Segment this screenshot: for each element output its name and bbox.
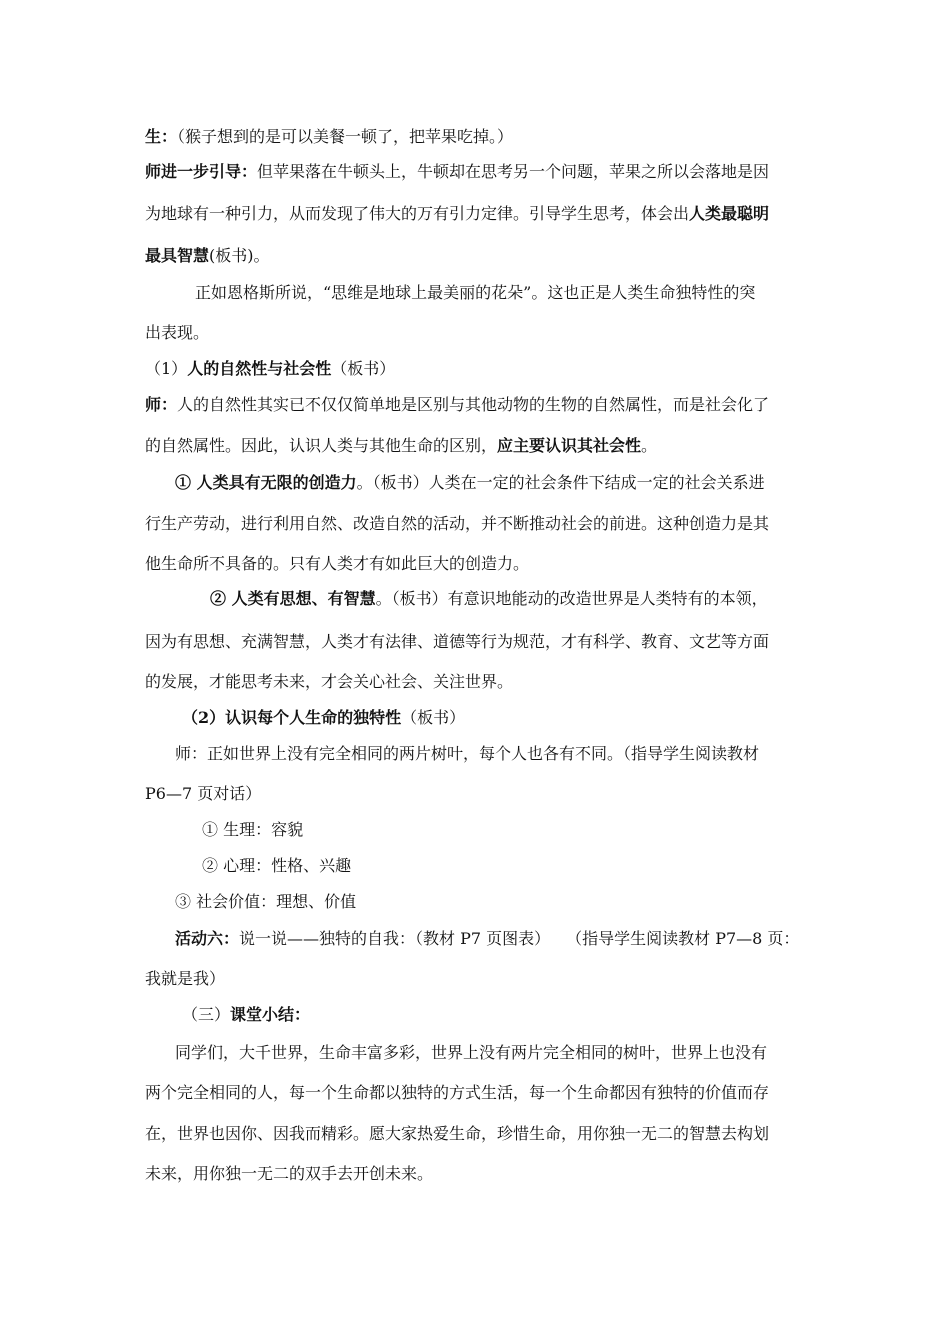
paragraph-activity-six-line2 xyxy=(145,962,815,996)
text: 但苹果落在牛顿头上，牛顿却在思考另一个问题，苹果之所以会落地是因 xyxy=(257,162,770,181)
heading-number: （三） xyxy=(182,1005,231,1024)
paragraph-summary-line3 xyxy=(145,1117,815,1151)
text: 出表现。 xyxy=(145,323,210,342)
emphasis-text: 最具智慧 xyxy=(145,246,210,265)
paragraph-creativity-line1 xyxy=(175,466,815,500)
text: 。 xyxy=(641,436,658,455)
activity-label: 活动六： xyxy=(175,929,240,948)
paragraph-teacher-guidance-line2 xyxy=(145,197,815,231)
text: (板书)。 xyxy=(209,246,270,265)
paragraph-activity-six-line1 xyxy=(175,922,820,956)
text: 正如恩格斯所说，“思维是地球上最美丽的花朵”。这也正是人类生命独特性的突 xyxy=(195,283,756,302)
paragraph-summary-line4 xyxy=(145,1157,815,1191)
paragraph-leaves-line1 xyxy=(175,737,815,771)
text: 我就是我） xyxy=(145,969,226,988)
heading-text: （2）认识每个人生命的独特性 xyxy=(182,708,402,727)
paragraph-creativity-line3 xyxy=(145,547,815,581)
section-heading-1 xyxy=(145,352,815,386)
text: 的发展，才能思考未来，才会关心社会、关注世界。 xyxy=(145,672,514,691)
text: 人的自然性其实已不仅仅简单地是区别与其他动物的生物的自然属性，而是社会化了 xyxy=(177,395,770,414)
text: 师：正如世界上没有完全相同的两片树叶，每个人也各有不同。（指导学生阅读教材 xyxy=(175,744,760,763)
text: 。（板书）有意识地能动的改造世界是人类特有的本领， xyxy=(375,589,768,608)
section-heading-summary xyxy=(182,998,815,1032)
text: 。（板书）人类在一定的社会条件下结成一定的社会关系进 xyxy=(356,473,765,492)
emphasis-text: 人类最聪明 xyxy=(689,204,770,223)
text: 的自然属性。因此，认识人类与其他生命的区别， xyxy=(145,436,498,455)
paragraph-wisdom-line2 xyxy=(145,625,815,659)
paragraph-creativity-line2 xyxy=(145,507,815,541)
paragraph-wisdom-line1 xyxy=(210,582,815,616)
paragraph-leaves-line2 xyxy=(145,777,815,811)
speaker-label: 生： xyxy=(145,127,178,146)
paragraph-teacher-line2 xyxy=(145,429,815,463)
heading-number: （1） xyxy=(145,359,188,378)
list-item-text: ② 心理：性格、兴趣 xyxy=(202,856,352,875)
paragraph-teacher-line1 xyxy=(145,388,815,422)
text: 在，世界也因你、因我而精彩。愿大家热爱生命，珍惜生命，用你独一无二的智慧去构划 xyxy=(145,1124,770,1143)
text: P6—7 页对话） xyxy=(145,784,262,803)
paragraph-wisdom-line3 xyxy=(145,665,815,699)
heading-text: 课堂小结： xyxy=(230,1005,311,1024)
emphasis-text: 应主要认识其社会性 xyxy=(497,436,642,455)
paragraph-teacher-guidance-line1 xyxy=(145,155,815,189)
text: 为地球有一种引力，从而发现了伟大的万有引力定律。引导学生思考，体会出 xyxy=(145,204,690,223)
heading-note: （板书） xyxy=(331,359,396,378)
paragraph-engels-quote-line1 xyxy=(195,276,815,310)
list-item-social-value xyxy=(175,885,815,919)
text: 行生产劳动，进行利用自然、改造自然的活动，并不断推动社会的前进。这种创造力是其 xyxy=(145,514,770,533)
text: 同学们，大千世界，生命丰富多彩，世界上没有两片完全相同的树叶，世界上也没有 xyxy=(175,1043,768,1062)
list-item-text: ① 生理：容貌 xyxy=(202,820,304,839)
text: 他生命所不具备的。只有人类才有如此巨大的创造力。 xyxy=(145,554,530,573)
emphasis-text: ① 人类具有无限的创造力 xyxy=(175,473,357,492)
text: 说一说——独特的自我：（教材 P7 页图表） （指导学生阅读教材 P7—8 页： xyxy=(239,929,800,948)
heading-text: 人的自然性与社会性 xyxy=(187,359,332,378)
speaker-label: 师： xyxy=(145,395,178,414)
heading-note: （板书） xyxy=(401,708,466,727)
paragraph-student-answer xyxy=(145,120,815,154)
text: 两个完全相同的人，每一个生命都以独特的方式生活，每一个生命都因有独特的价值而存 xyxy=(145,1083,770,1102)
list-item-psychology xyxy=(202,849,815,883)
paragraph-summary-line2 xyxy=(145,1076,815,1110)
text: 未来，用你独一无二的双手去开创未来。 xyxy=(145,1164,434,1183)
emphasis-text: ② 人类有思想、有智慧 xyxy=(210,589,376,608)
speaker-label: 师进一步引导： xyxy=(145,162,258,181)
list-item-text: ③ 社会价值：理想、价值 xyxy=(175,892,357,911)
paragraph-teacher-guidance-line3 xyxy=(145,239,815,273)
text: 因为有思想、充满智慧，人类才有法律、道德等行为规范，才有科学、教育、文艺等方面 xyxy=(145,632,770,651)
text: （猴子想到的是可以美餐一顿了，把苹果吃掉。） xyxy=(177,127,514,146)
paragraph-engels-quote-line2 xyxy=(145,316,815,350)
list-item-physiology xyxy=(202,813,815,847)
section-heading-2 xyxy=(182,701,815,735)
paragraph-summary-line1 xyxy=(175,1036,815,1070)
